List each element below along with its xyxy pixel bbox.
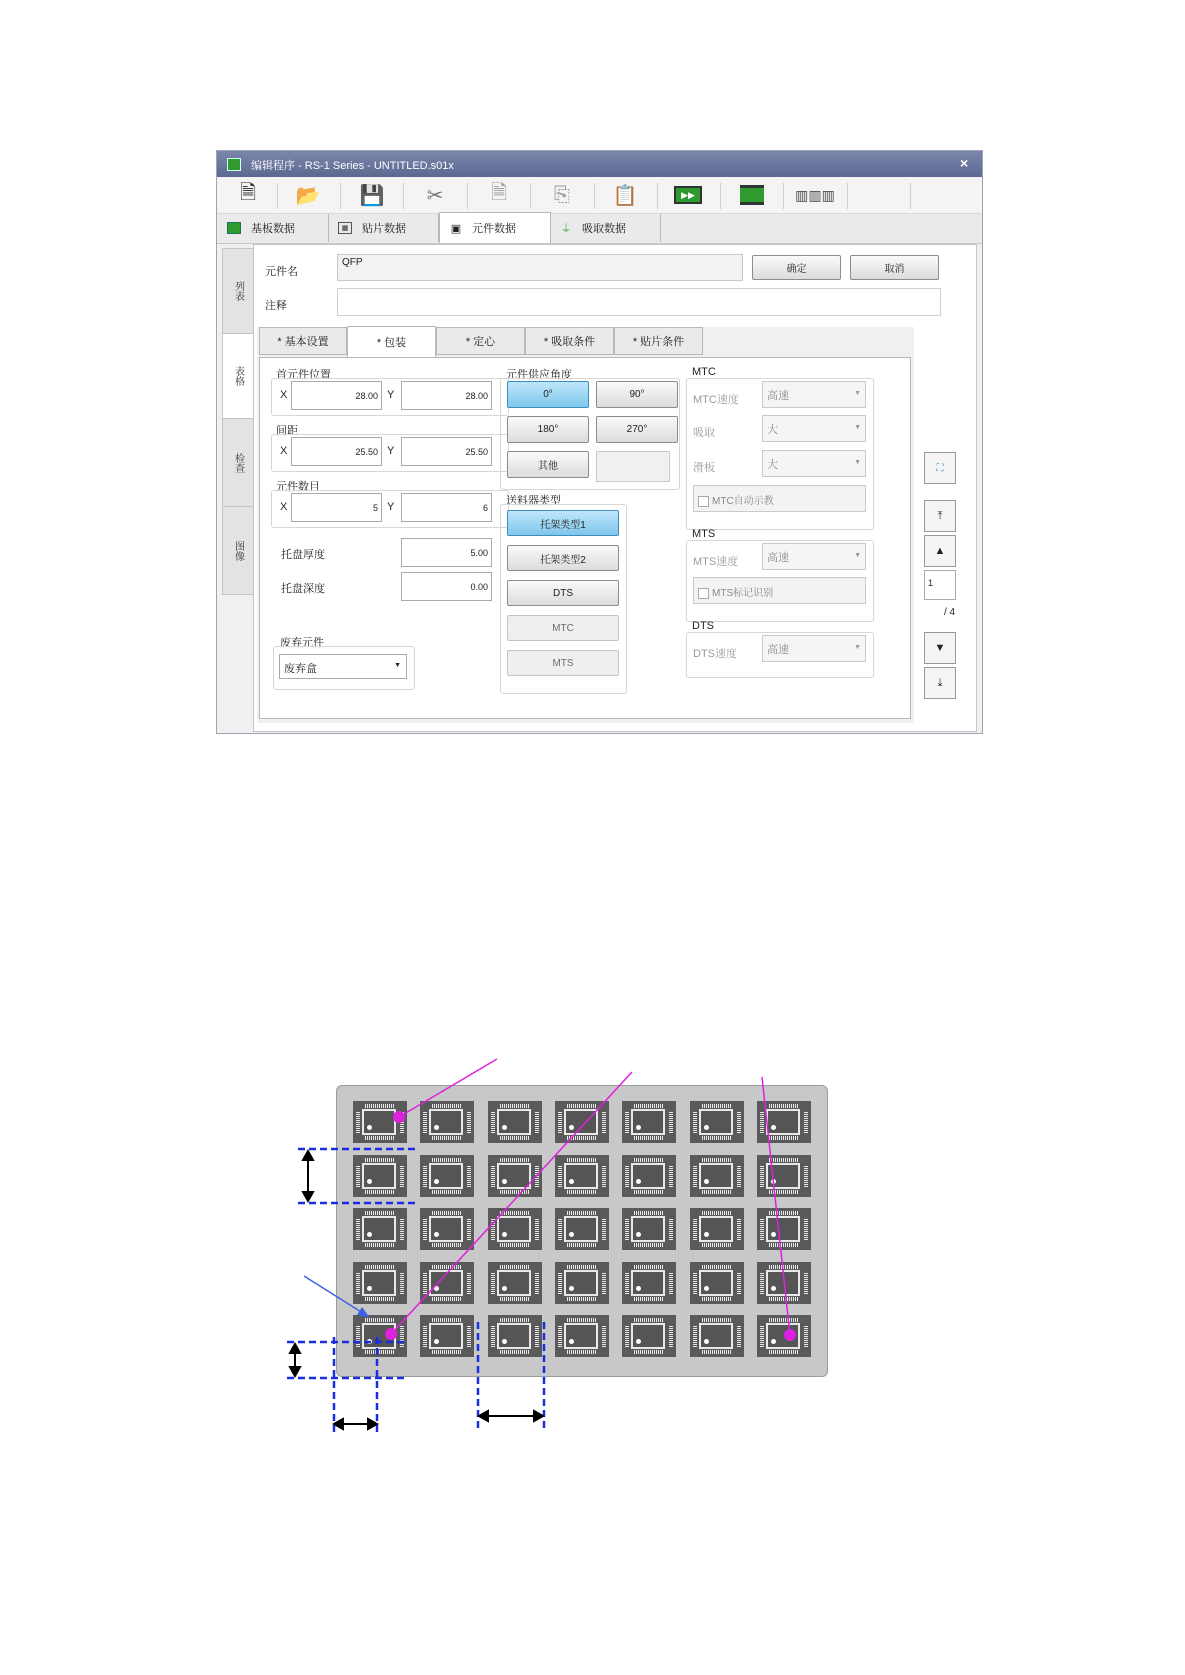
close-button[interactable]: × [960, 155, 969, 171]
angle-270-button[interactable]: 270° [596, 416, 678, 443]
mts-speed-label: MTS速度 [693, 556, 739, 568]
discard-label: 废弃元件 [280, 637, 324, 649]
chevron-down-icon: ▼ [854, 390, 861, 397]
tab-label: 基板数据 [251, 223, 295, 235]
open-folder-icon[interactable]: 📂 [295, 184, 321, 207]
tray-thickness-input[interactable]: 5.00 [401, 538, 492, 567]
cancel-button[interactable]: 取消 [850, 255, 939, 280]
marker-last-part [784, 1329, 796, 1341]
transfer-icon[interactable]: ▶▶ [673, 181, 703, 209]
subtab-package[interactable]: * 包装 [347, 326, 436, 357]
chip-icon: ▣ [450, 222, 462, 235]
arrow-up-icon: ▲ [934, 545, 946, 557]
new-document-icon[interactable]: 🗎 [239, 182, 257, 204]
nozzle-icon: ⏚ [560, 223, 572, 235]
chevron-down-icon: ▼ [854, 552, 861, 559]
pitch-x-input[interactable]: 25.50 [291, 437, 382, 466]
blue-pointer-arrowhead [357, 1307, 370, 1318]
dts-label: DTS [692, 620, 714, 632]
count-x-input[interactable]: 5 [291, 493, 382, 522]
tab-label: 元件数据 [472, 223, 516, 235]
dts-speed-value: 高速 [767, 643, 789, 656]
side-tab-label: 表格 [232, 366, 244, 386]
mtc-pick-value: 大 [767, 423, 778, 436]
mtc-pick-label: 吸取 [693, 427, 715, 439]
part-name-input[interactable]: QFP [337, 254, 743, 281]
page-input[interactable]: 1 [924, 570, 956, 600]
y-label: Y [387, 389, 395, 401]
subtab-mount[interactable]: * 贴片条件 [614, 327, 703, 355]
leader-line-last [762, 1077, 790, 1335]
marker-origin-part [385, 1328, 397, 1340]
tray-thickness-label: 托盘厚度 [281, 549, 325, 561]
chevron-down-icon: ▼ [854, 644, 861, 651]
arrow-down-icon: ▼ [934, 642, 946, 654]
pitch-y-guides [287, 1149, 544, 1432]
ok-button[interactable]: 确定 [752, 255, 841, 280]
count-y-input[interactable]: 6 [401, 493, 492, 522]
discard-value: 废弃盒 [284, 663, 317, 675]
count-label: 元件数目 [276, 481, 320, 493]
subtab-centering[interactable]: * 定心 [436, 327, 525, 355]
angle-180-button[interactable]: 180° [507, 416, 589, 443]
subtab-basic[interactable]: * 基本设置 [259, 327, 347, 355]
leader-line-first [399, 1059, 497, 1117]
last-page-icon: ⤓ [937, 676, 943, 689]
x-label: X [280, 445, 288, 457]
mtc-speed-value: 高速 [767, 389, 789, 402]
part-name-label: 元件名 [265, 266, 298, 278]
cut-icon[interactable]: ✂ [426, 184, 444, 207]
mtc-label: MTC [692, 366, 716, 378]
feeder-mtc-button[interactable]: MTC [507, 615, 619, 641]
mtc-slide-value: 大 [767, 458, 778, 471]
paste-icon[interactable]: 📋 [612, 184, 638, 207]
pitch-y-input[interactable]: 25.50 [401, 437, 492, 466]
x-label: X [280, 501, 288, 513]
tray-depth-input[interactable]: 0.00 [401, 572, 492, 601]
feeder-mts-button[interactable]: MTS [507, 650, 619, 676]
pitch-label: 间距 [276, 425, 298, 437]
window-title: 编辑程序 - RS-1 Series - UNTITLED.s01x [251, 160, 454, 172]
x-label: X [280, 389, 288, 401]
copy-icon[interactable]: ⎘ [554, 183, 570, 206]
chevron-down-icon: ▼ [854, 424, 861, 431]
save-icon[interactable]: 💾 [359, 184, 385, 207]
settings-icon[interactable]: ▥▥▥ [795, 186, 835, 203]
y-label: Y [387, 501, 395, 513]
angle-0-button[interactable]: 0° [507, 381, 589, 408]
table-icon: ▦ [338, 222, 352, 234]
angle-label: 元件供应角度 [506, 369, 572, 381]
feeder-tray2-button[interactable]: 托架类型2 [507, 545, 619, 571]
tab-label: 吸取数据 [582, 223, 626, 235]
leader-line-origin [391, 1072, 632, 1334]
first-pos-y-input[interactable]: 28.00 [401, 381, 492, 410]
tab-label: 贴片数据 [362, 223, 406, 235]
subtab-pickup[interactable]: * 吸取条件 [525, 327, 614, 355]
y-label: Y [387, 445, 395, 457]
mts-speed-value: 高速 [767, 551, 789, 564]
mtc-slide-label: 滑板 [693, 462, 715, 474]
mts-label: MTS [692, 528, 716, 540]
side-tab-label: 检查 [232, 452, 244, 473]
mts-mark-label: MTS标记识别 [712, 588, 774, 599]
side-tab-label: 图像 [232, 540, 244, 561]
blue-pointer-line [304, 1276, 366, 1315]
angle-90-button[interactable]: 90° [596, 381, 678, 408]
chevron-down-icon: ▼ [854, 459, 861, 466]
chevron-down-icon: ▼ [394, 662, 401, 669]
feeder-tray1-button[interactable]: 托架类型1 [507, 510, 619, 536]
tray-depth-label: 托盘深度 [281, 583, 325, 595]
angle-other-button[interactable]: 其他 [507, 451, 589, 478]
feeder-type-label: 送料器类型 [506, 495, 561, 507]
grid-icon: ⛶ [936, 462, 944, 474]
feeder-dts-button[interactable]: DTS [507, 580, 619, 606]
marker-first-part [393, 1111, 405, 1123]
delete-icon[interactable]: 🗎 [490, 182, 508, 204]
page-total: / 4 [944, 607, 956, 618]
first-pos-label: 首元件位置 [276, 369, 331, 381]
side-tab-label: 列表 [232, 281, 244, 301]
mtc-speed-label: MTC速度 [693, 394, 739, 406]
first-page-icon: ⤒ [937, 509, 943, 522]
comment-label: 注释 [265, 300, 287, 312]
dimension-arrows [290, 1151, 543, 1429]
first-pos-x-input[interactable]: 28.00 [291, 381, 382, 410]
mtc-auto-label: MTC自动示教 [712, 496, 774, 507]
dts-speed-label: DTS速度 [693, 648, 737, 660]
